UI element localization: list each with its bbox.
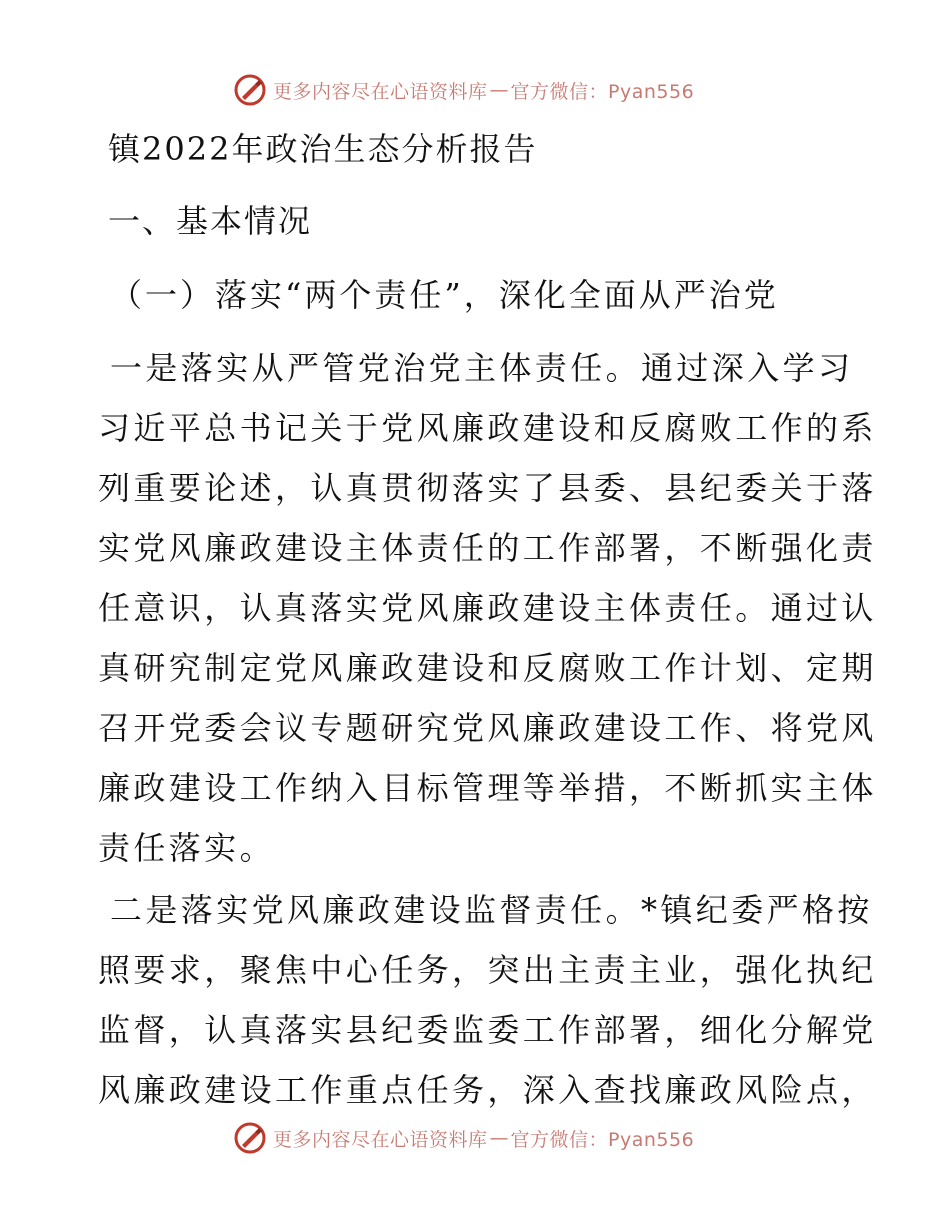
document-title: 镇2022年政治生态分析报告 <box>108 130 538 168</box>
pen-logo-icon <box>233 73 267 107</box>
paragraph-line: 任意识，认真落实党风廉政建设主体责任。通过认 <box>98 589 877 627</box>
watermark-header <box>233 70 694 110</box>
paragraph-line: 二是落实党风廉政建设监督责任。*镇纪委严格按 <box>110 891 873 929</box>
paragraph-1 <box>98 338 877 878</box>
watermark-footer <box>233 1118 694 1158</box>
paragraph-line: 习近平总书记关于党风廉政建设和反腐败工作的系 <box>98 409 877 447</box>
watermark-suffix: 官方微信：Pyan556 <box>510 80 695 103</box>
paragraph-line: 列重要论述，认真贯彻落实了县委、县纪委关于落 <box>98 469 877 507</box>
watermark-dash: — <box>489 1127 509 1149</box>
watermark-dash: — <box>489 79 509 101</box>
paragraph-line: 召开党委会议专题研究党风廉政建设工作、将党风 <box>98 709 877 747</box>
paragraph-line: 风廉政建设工作重点任务，深入查找廉政风险点， <box>98 1071 877 1109</box>
paragraph-line: 真研究制定党风廉政建设和反腐败工作计划、定期 <box>98 649 877 687</box>
section-heading: 一、基本情况 <box>108 202 313 240</box>
watermark-text: 更多内容尽在心语资料库 <box>273 80 488 103</box>
paragraph-2 <box>98 880 877 1120</box>
watermark-text: 更多内容尽在心语资料库 <box>273 1128 488 1151</box>
paragraph-line: 照要求，聚焦中心任务，突出主责主业，强化执纪 <box>98 951 877 989</box>
paragraph-line: 责任落实。 <box>98 829 276 867</box>
watermark-suffix: 官方微信：Pyan556 <box>510 1128 695 1151</box>
paragraph-line: 监督，认真落实县纪委监委工作部署，细化分解党 <box>98 1011 877 1049</box>
paragraph-line: 一是落实从严管党治党主体责任。通过深入学习 <box>110 349 854 387</box>
pen-logo-icon <box>233 1121 267 1155</box>
paragraph-line: 实党风廉政建设主体责任的工作部署，不断强化责 <box>98 529 877 567</box>
subsection-heading: （一）落实“两个责任”，深化全面从严治党 <box>110 276 779 314</box>
paragraph-line: 廉政建设工作纳入目标管理等举措，不断抓实主体 <box>98 769 877 807</box>
